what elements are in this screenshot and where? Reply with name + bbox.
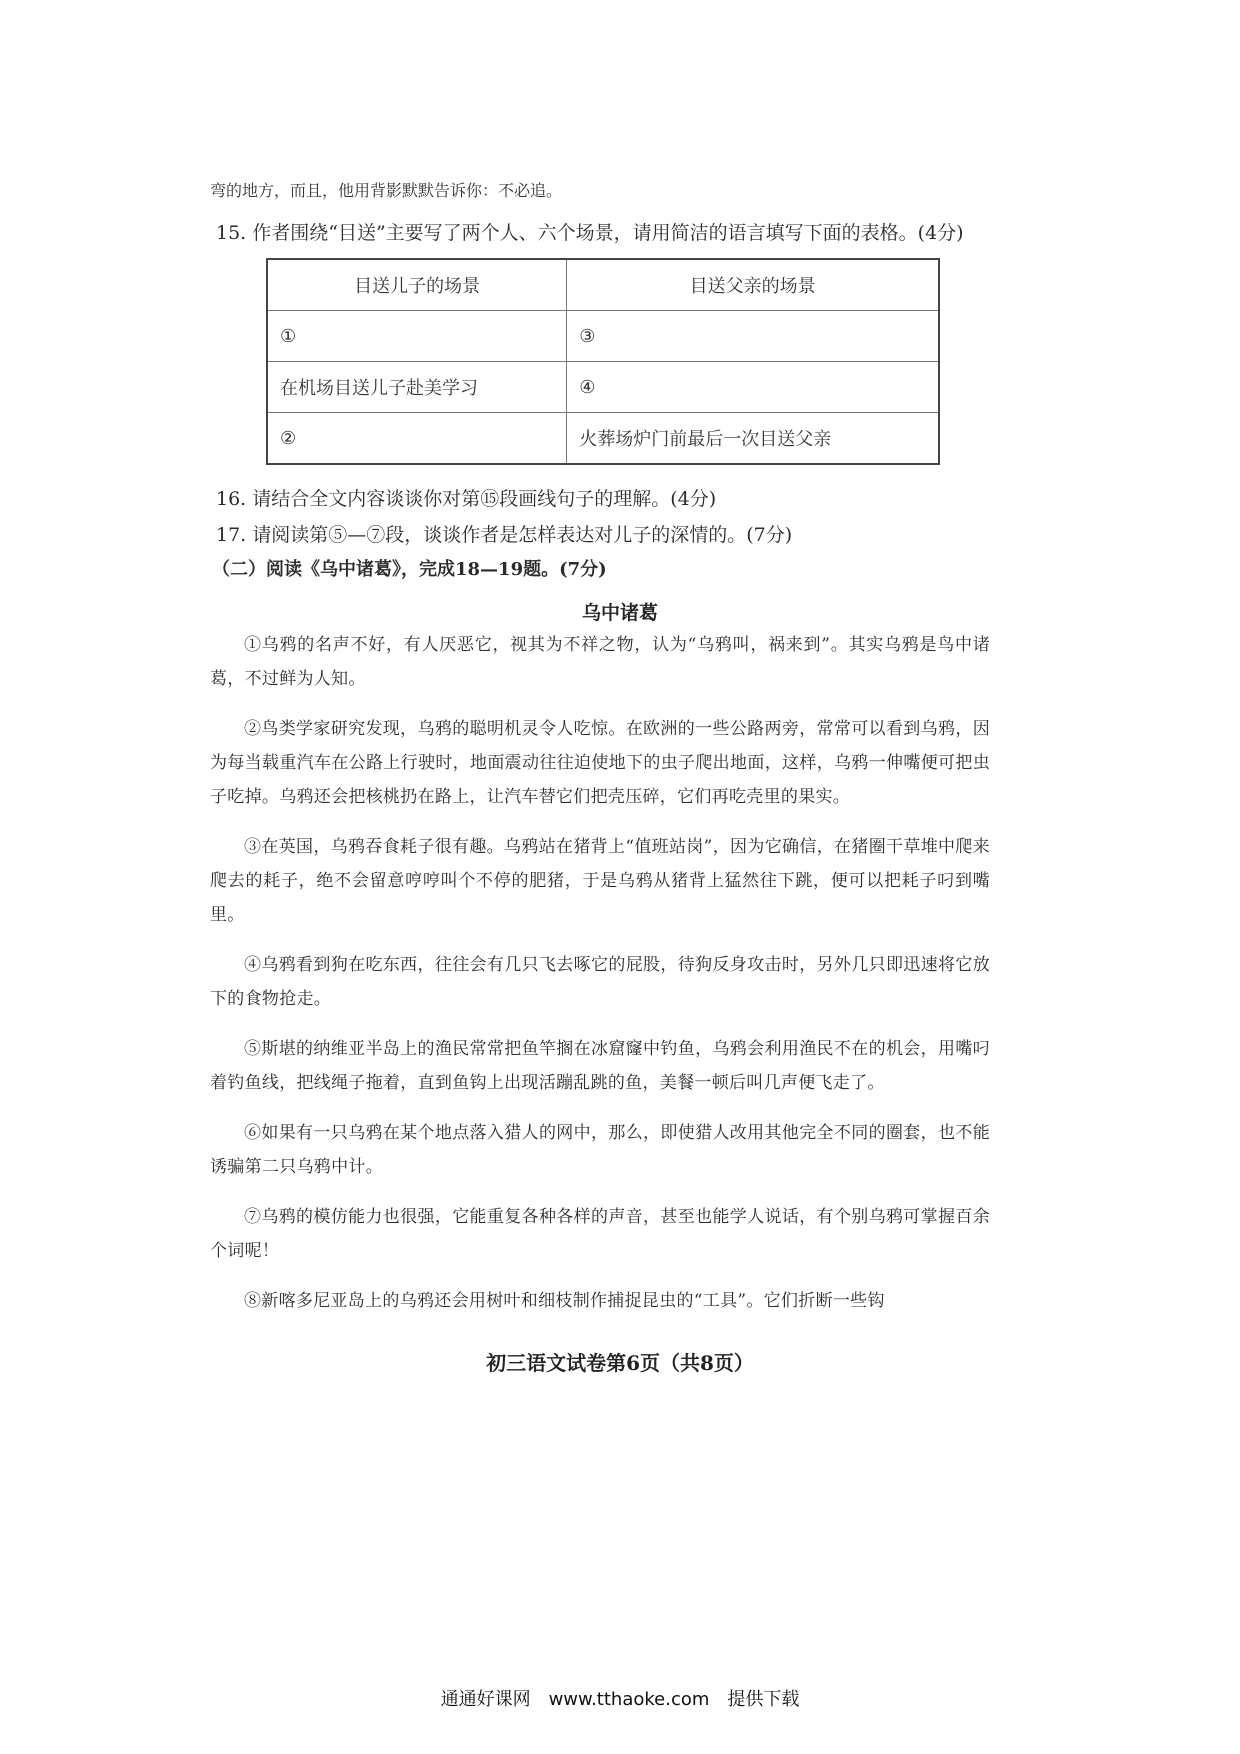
article-body [210,628,990,1334]
question-17: 17. 请阅读第⑤—⑦段，谈谈作者是怎样表达对儿子的深情的。(7分) [216,524,793,546]
table-cell: ④ [567,362,939,413]
table-cell: ① [267,311,567,362]
question-15: 15. 作者围绕“目送”主要写了两个人、六个场景，请用简洁的语言填写下面的表格。(4分) [216,222,964,244]
table-cell: 火葬场炉门前最后一次目送父亲 [567,413,939,465]
article-paragraph: ⑦乌鸦的模仿能力也很强，它能重复各种各样的声音，甚至也能学人说话，有个别乌鸦可掌握百余个词呢！ [210,1207,990,1261]
question-16: 16. 请结合全文内容谈谈你对第⑮段画线句子的理解。(4分) [216,488,717,510]
table-row [267,413,939,465]
article-paragraph: ⑧新喀多尼亚岛上的乌鸦还会用树叶和细枝制作捕捉昆虫的“工具”。它们折断一些钩 [244,1291,885,1311]
article-paragraph: ④乌鸦看到狗在吃东西，往往会有几只飞去啄它的屁股，待狗反身攻击时，另外几只即迅速将它放下的食物抢走。 [210,955,990,1009]
article-paragraph: ①乌鸦的名声不好，有人厌恶它，视其为不祥之物，认为“乌鸦叫，祸来到”。其实乌鸦是鸟中诸葛，不过鲜为人知。 [210,635,990,689]
table-header-father: 目送父亲的场景 [567,259,939,311]
table-cell: ③ [567,311,939,362]
article-paragraph: ⑤斯堪的纳维亚半岛上的渔民常常把鱼竿搁在冰窟窿中钓鱼，乌鸦会利用渔民不在的机会，用嘴叼着钓鱼线，把线绳子拖着，直到鱼钩上出现活蹦乱跳的鱼，美餐一顿后叫几声便飞走了。 [210,1039,990,1093]
section-heading: （二）阅读《乌中诸葛》，完成18—19题。(7分) [212,559,607,580]
article-paragraph: ③在英国，乌鸦吞食耗子很有趣。乌鸦站在猪背上“值班站岗”，因为它确信，在猪圈干草堆中爬来爬去的耗子，绝不会留意哼哼叫个不停的肥猪，于是乌鸦从猪背上猛然往下跳，便可以把耗子叼到嘴里。 [210,837,990,925]
table-row [267,362,939,413]
table-header-row [267,259,939,311]
table-row [267,311,939,362]
download-credit: 通通好课网 www.tthaoke.com 提供下载 [440,1689,800,1710]
article-paragraph: ⑥如果有一只乌鸦在某个地点落入猎人的网中，那么，即使猎人改用其他完全不同的圈套，也不能诱骗第二只乌鸦中计。 [210,1123,990,1177]
scene-table [266,258,940,465]
page-footer: 初三语文试卷第6页（共8页） [486,1351,754,1375]
article-title: 乌中诸葛 [581,602,658,624]
table-cell: 在机场目送儿子赴美学习 [267,362,567,413]
table-header-son: 目送儿子的场景 [267,259,567,311]
table-cell: ② [267,413,567,465]
continuation-line: 弯的地方，而且，他用背影默默告诉你：不必追。 [210,181,563,200]
article-paragraph: ②鸟类学家研究发现，乌鸦的聪明机灵令人吃惊。在欧洲的一些公路两旁，常常可以看到乌鸦，因为每当载重汽车在公路上行驶时，地面震动往往迫使地下的虫子爬出地面，这样，乌鸦一伸嘴便可把虫子吃掉。乌鸦还会把核桃扔在路上，让汽车替它们把壳压碎，它们再吃壳里的果实。 [210,719,990,807]
